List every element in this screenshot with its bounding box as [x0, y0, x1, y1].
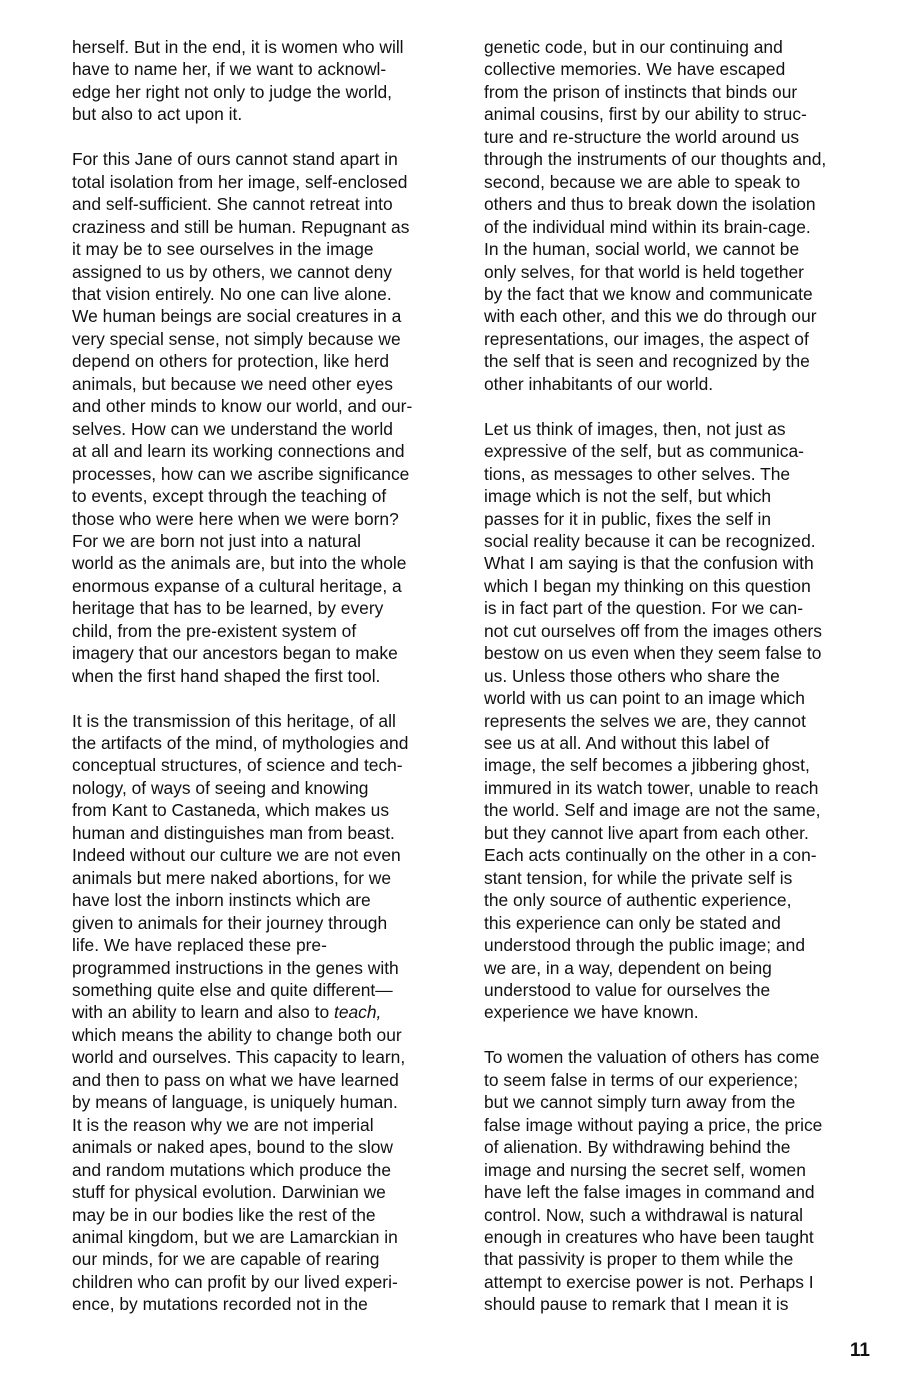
- text-line: see us at all. And without this label of: [484, 733, 770, 754]
- text-line: child, from the pre-existent system of: [72, 620, 357, 641]
- text-line: the artifacts of the mind, of mythologies and: [72, 733, 409, 754]
- text-line: human and distinguishes man from beast.: [72, 822, 395, 843]
- text-line: For we are born not just into a natural: [72, 530, 362, 551]
- text-line: animal cousins, first by our ability to struc-: [484, 104, 807, 125]
- text-line: of the individual mind within its brain-cage.: [484, 216, 811, 237]
- text-line: selves. How can we understand the world: [72, 418, 393, 439]
- text-line: with each other, and this we do through our: [484, 306, 817, 327]
- text-line: not cut ourselves off from the images others: [484, 620, 822, 641]
- text-line: this experience can only be stated and: [484, 912, 781, 933]
- text-line: life. We have replaced these pre-: [72, 935, 327, 956]
- text-line: to seem false in terms of our experience;: [484, 1069, 799, 1090]
- text-line: programmed instructions in the genes with: [72, 957, 399, 978]
- text-line: world with us can point to an image which: [484, 688, 805, 709]
- text-line: but they cannot live apart from each other.: [484, 822, 809, 843]
- paragraph: [484, 418, 876, 1024]
- text-line: image which is not the self, but which: [484, 486, 772, 507]
- text-line: stant tension, for while the private self is: [484, 867, 793, 888]
- paragraph-gap: [484, 1024, 876, 1046]
- text-line: children who can profit by our lived experi-: [72, 1271, 398, 1292]
- text-line: which I began my thinking on this question: [484, 575, 811, 596]
- text-line: other inhabitants of our world.: [484, 373, 714, 394]
- text-line: Each acts continually on the other in a con-: [484, 845, 817, 866]
- text-line: What I am saying is that the confusion with: [484, 553, 814, 574]
- text-line: the self that is seen and recognized by the: [484, 351, 810, 372]
- text-line: control. Now, such a withdrawal is natural: [484, 1204, 803, 1225]
- text-line: processes, how can we ascribe significance: [72, 463, 410, 484]
- text-line: to events, except through the teaching of: [72, 486, 387, 507]
- paragraph-gap: [484, 395, 876, 417]
- text-line: at all and learn its working connections and: [72, 441, 405, 462]
- text-line: through the instruments of our thoughts and,: [484, 149, 827, 170]
- text-line: nology, of ways of seeing and knowing: [72, 777, 369, 798]
- text-line: have left the false images in command and: [484, 1182, 815, 1203]
- text-line: enormous expanse of a cultural heritage, a: [72, 575, 402, 596]
- text-line: It is the reason why we are not imperial: [72, 1114, 374, 1135]
- text-line: from the prison of instincts that binds our: [484, 81, 798, 102]
- text-line: social reality because it can be recognized.: [484, 530, 816, 551]
- text-line: understood through the public image; and: [484, 935, 805, 956]
- text-line: experience we have known.: [484, 1002, 699, 1023]
- text-line: those who were here when we were born?: [72, 508, 399, 529]
- text-line: craziness and still be human. Repugnant as: [72, 216, 410, 237]
- text-line: stuff for physical evolution. Darwinian we: [72, 1182, 386, 1203]
- text-line: In the human, social world, we cannot be: [484, 239, 800, 260]
- text-line: by means of language, is uniquely human.: [72, 1092, 398, 1113]
- text-line: To women the valuation of others has come: [484, 1047, 820, 1068]
- text-line: and other minds to know our world, and our-: [72, 396, 413, 417]
- text-line: false image without paying a price, the price: [484, 1114, 823, 1135]
- text-line: collective memories. We have escaped: [484, 59, 786, 80]
- text-line: but we cannot simply turn away from the: [484, 1092, 796, 1113]
- text-line: understood to value for ourselves the: [484, 980, 771, 1001]
- text-line: have to name her, if we want to acknowl-: [72, 59, 387, 80]
- text-line: from Kant to Castaneda, which makes us: [72, 800, 390, 821]
- text-line: expressive of the self, but as communica-: [484, 441, 804, 462]
- text-line: our minds, for we are capable of rearing: [72, 1249, 380, 1270]
- text-line: and then to pass on what we have learned: [72, 1069, 399, 1090]
- text-line: depend on others for protection, like herd: [72, 351, 390, 372]
- text-line: immured in its watch tower, unable to reach: [484, 777, 819, 798]
- text-line: animals but mere naked abortions, for we: [72, 867, 391, 888]
- text-line: heritage that has to be learned, by every: [72, 598, 384, 619]
- text-line: something quite else and quite different—: [72, 980, 393, 1000]
- text-line: We human beings are social creatures in a: [72, 306, 402, 327]
- text-line: genetic code, but in our continuing and: [484, 37, 783, 57]
- text-line: animal kingdom, but we are Lamarckian in: [72, 1226, 398, 1247]
- text-line: and self-sufficient. She cannot retreat into: [72, 194, 393, 215]
- paragraph: [484, 36, 876, 395]
- text-line: ture and re-structure the world around us: [484, 126, 800, 147]
- text-line: animals or naked apes, bound to the slow: [72, 1137, 393, 1158]
- text-line: animals, but because we need other eyes: [72, 373, 393, 394]
- text-line: only selves, for that world is held together: [484, 261, 804, 282]
- text-line: world as the animals are, but into the whole: [72, 553, 407, 574]
- text-line: have lost the inborn instincts which are: [72, 890, 371, 911]
- text-line: the only source of authentic experience,: [484, 890, 792, 911]
- text-line: which means the ability to change both our: [72, 1024, 402, 1045]
- text-line: others and thus to break down the isolation: [484, 194, 816, 215]
- text-line: imagery that our ancestors began to make: [72, 643, 398, 664]
- text-line: that vision entirely. No one can live alone.: [72, 283, 392, 304]
- paragraph: [484, 1046, 876, 1315]
- text-line: passes for it in public, fixes the self in: [484, 508, 772, 529]
- text-line: may be in our bodies like the rest of the: [72, 1204, 376, 1225]
- text-line: Indeed without our culture we are not even: [72, 845, 401, 866]
- text-line: assigned to us by others, we cannot deny: [72, 261, 392, 282]
- text-line: world and ourselves. This capacity to learn,: [72, 1047, 406, 1068]
- text-line: by the fact that we know and communicate: [484, 283, 813, 304]
- text-line: with an ability to learn and also to teach,: [72, 1002, 382, 1023]
- text-line: attempt to exercise power is not. Perhaps I: [484, 1271, 814, 1292]
- text-line: but also to act upon it.: [72, 104, 243, 125]
- text-line: represents the selves we are, they cannot: [484, 710, 806, 731]
- text-line: very special sense, not simply because we: [72, 328, 401, 349]
- text-line: representations, our images, the aspect of: [484, 328, 809, 349]
- right-column: [484, 36, 876, 1316]
- left-column: [72, 36, 457, 1316]
- text-line: tions, as messages to other selves. The: [484, 463, 791, 484]
- text-line: bestow on us even when they seem false to: [484, 643, 822, 664]
- text-line: and random mutations which produce the: [72, 1159, 392, 1180]
- text-line: image, the self becomes a jibbering ghost,: [484, 755, 810, 776]
- text-line: we are, in a way, dependent on being: [484, 957, 772, 978]
- text-line: image and nursing the secret self, women: [484, 1159, 806, 1180]
- text-line: It is the transmission of this heritage, of all: [72, 710, 396, 731]
- paragraph: [72, 36, 457, 126]
- text-line: that passivity is proper to them while the: [484, 1249, 794, 1270]
- text-line: the world. Self and image are not the same,: [484, 800, 821, 821]
- text-line: edge her right not only to judge the world,: [72, 81, 393, 102]
- text-line: it may be to see ourselves in the image: [72, 239, 374, 260]
- text-line: conceptual structures, of science and tech-: [72, 755, 403, 776]
- text-line: enough in creatures who have been taught: [484, 1226, 814, 1247]
- emphasis-teach: teach,: [333, 1002, 382, 1023]
- text-line: should pause to remark that I mean it is: [484, 1294, 789, 1315]
- paragraph: [72, 710, 457, 1316]
- text-line: us. Unless those others who share the: [484, 665, 780, 686]
- page-number: 11: [849, 1340, 870, 1361]
- text-line: when the first hand shaped the first tool.: [72, 665, 381, 686]
- text-line: is in fact part of the question. For we can-: [484, 598, 803, 619]
- text-line: total isolation from her image, self-enclosed: [72, 171, 408, 192]
- text-line: herself. But in the end, it is women who will: [72, 37, 404, 57]
- text-line: given to animals for their journey through: [72, 912, 388, 933]
- paragraph-gap: [72, 126, 457, 148]
- paragraph-gap: [72, 687, 457, 709]
- text-line: Let us think of images, then, not just as: [484, 418, 786, 439]
- text-line: of alienation. By withdrawing behind the: [484, 1137, 791, 1158]
- paragraph: [72, 148, 457, 687]
- text-line: For this Jane of ours cannot stand apart in: [72, 149, 398, 170]
- text-line: ence, by mutations recorded not in the: [72, 1294, 368, 1315]
- text-line: second, because we are able to speak to: [484, 171, 801, 192]
